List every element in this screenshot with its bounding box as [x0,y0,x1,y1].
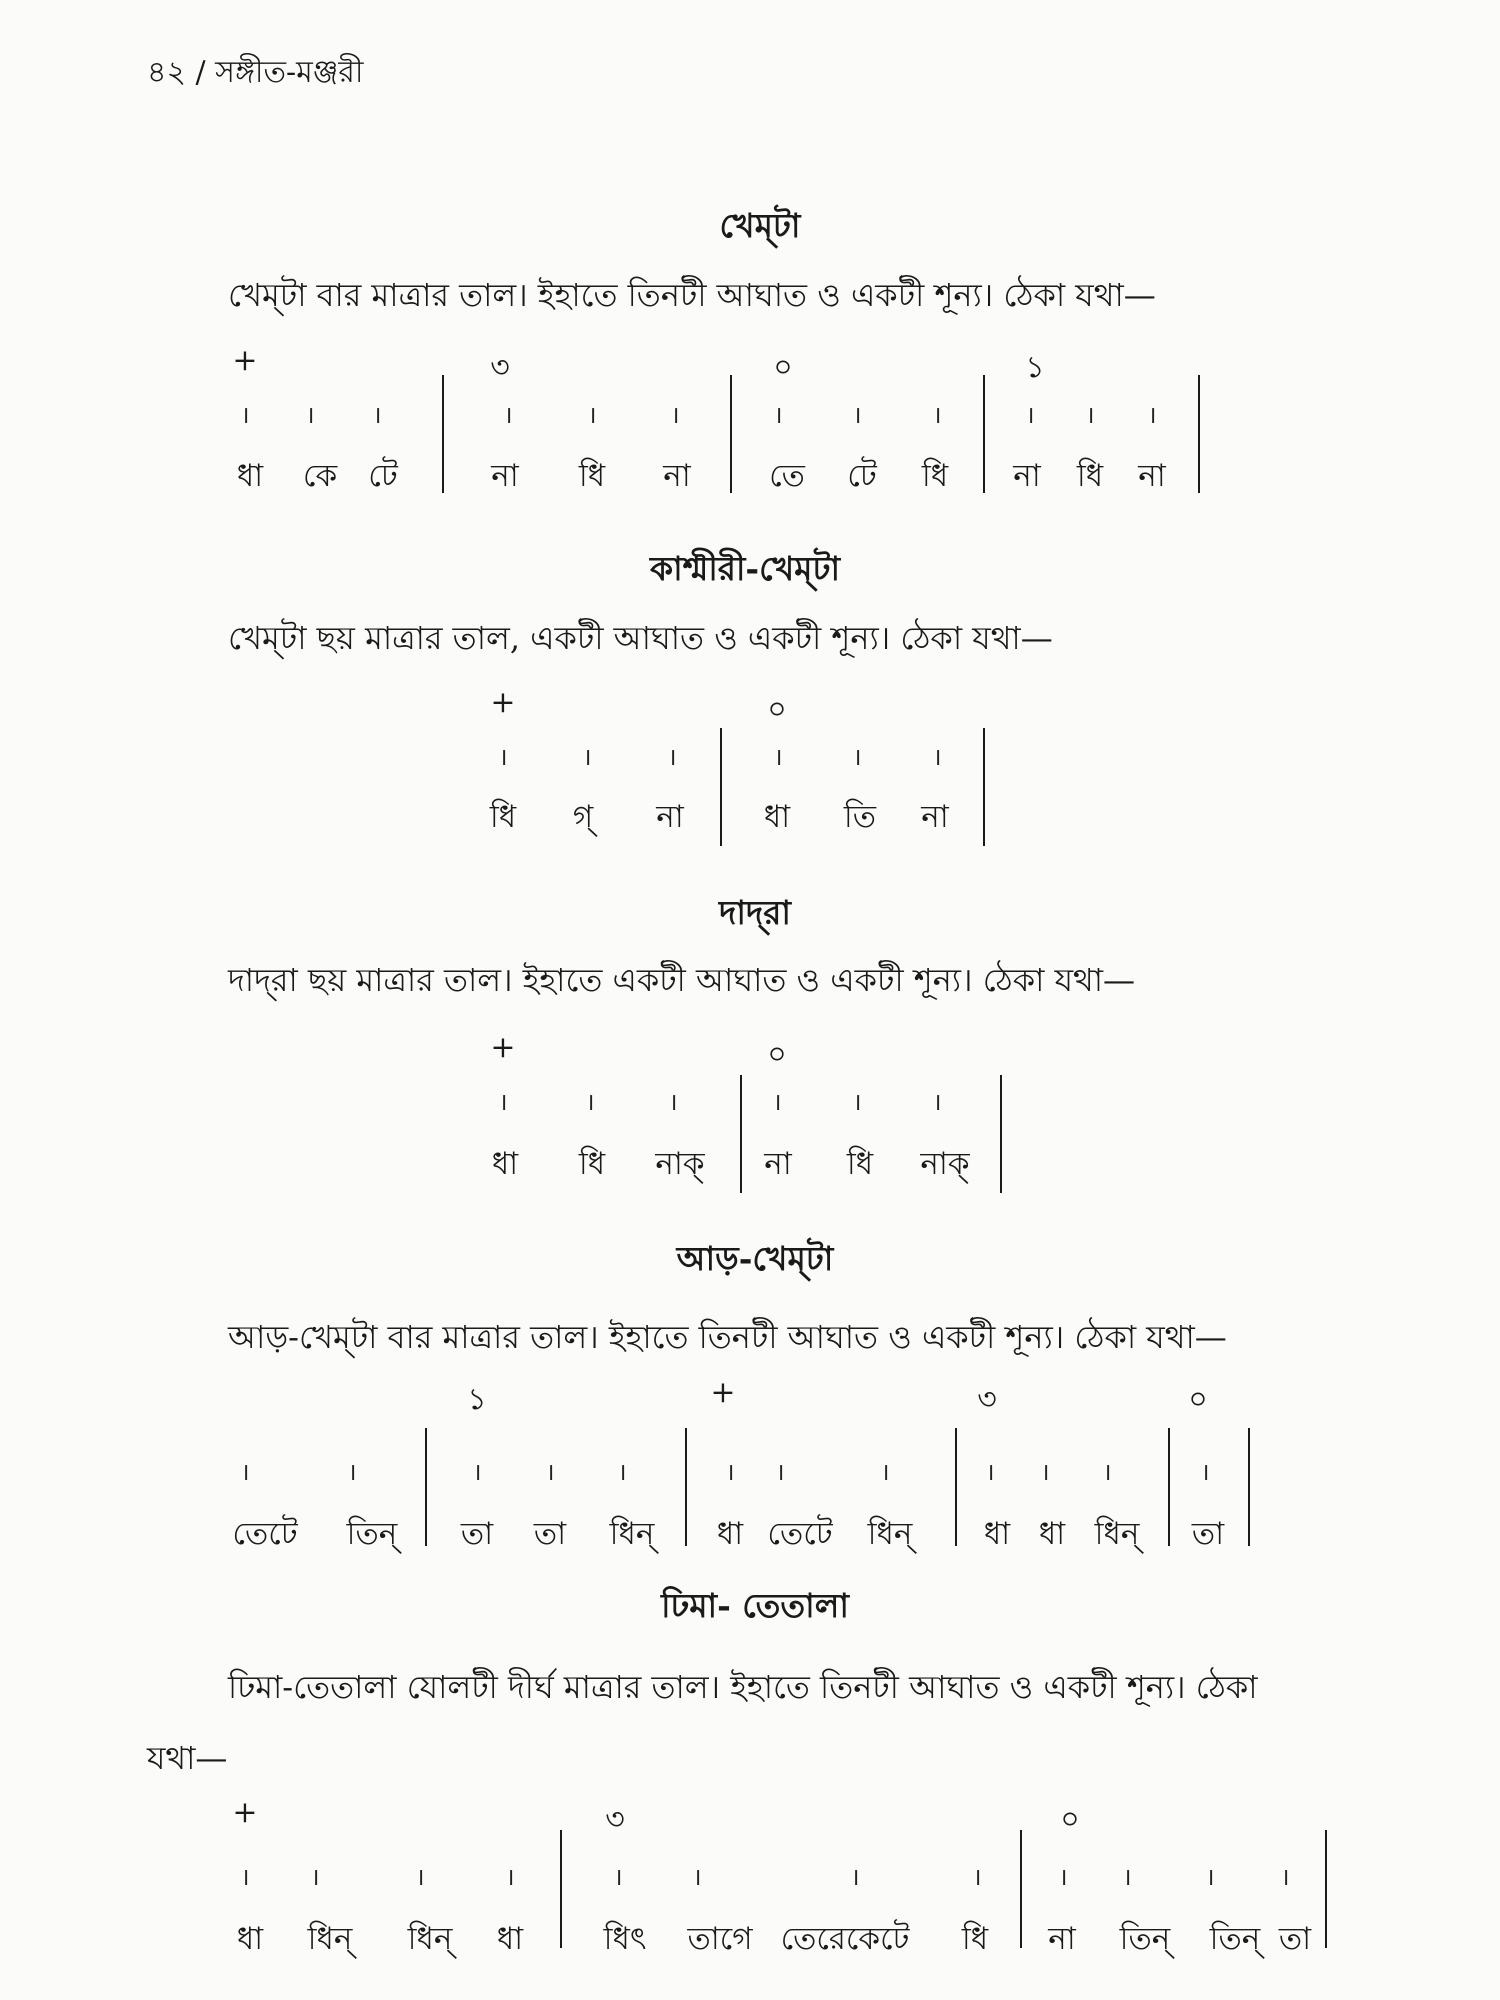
vibhag-divider [1198,375,1200,493]
matra-stroke: । [240,401,250,429]
bol-syllable: তা [1191,1516,1225,1552]
matra-stroke: । [1200,1458,1210,1486]
matra-stroke: । [1058,1863,1068,1891]
matra-stroke: । [1085,401,1095,429]
matra-stroke: । [972,1863,982,1891]
bol-syllable: ধি [578,1146,606,1182]
section-description-continued: যথা— [147,1739,228,1777]
bol-syllable: ধা [983,1516,1011,1552]
matra-stroke: । [1205,1863,1215,1891]
vibhag-divider [720,728,722,846]
bol-syllable: কে [302,458,338,494]
matra-stroke: । [505,1863,515,1891]
matra-stroke: । [310,1863,320,1891]
section-description: আড়-খেম্‌টা বার মাত্রার তাল। ইহাতে তিনটী আঘাত ও একটী শূন্য। ঠেকা যথা— [228,1318,1227,1356]
bol-syllable: ধিন্‌ [609,1516,655,1552]
vibhag-divider [1020,1830,1022,1948]
section-heading: কাশ্মীরী-খেম্‌টা [649,549,841,588]
bol-syllable: ধিন্‌ [307,1921,353,1957]
bol-syllable: ধি [961,1921,989,1957]
vibhag-divider [442,375,444,493]
bol-syllable: ধিন্‌ [407,1921,453,1957]
section-description: ঢিমা-তেতালা যোলটী দীর্ঘ মাত্রার তাল। ইহাতে তিনটী আঘাত ও একটী শূন্য। ঠেকা [228,1668,1258,1706]
matra-stroke: । [415,1863,425,1891]
bol-syllable: তাগে [687,1921,753,1957]
matra-stroke: । [670,401,680,429]
matra-stroke: । [985,1458,995,1486]
matra-stroke: । [932,401,942,429]
matra-stroke: । [773,401,783,429]
tala-marker: + [490,685,516,720]
matra-stroke: । [498,1088,508,1116]
matra-stroke: । [1025,401,1035,429]
bol-syllable: না [1013,458,1041,494]
tala-marker: ০ [767,692,787,727]
bol-syllable: ধা [763,799,791,835]
bol-syllable: ধা [716,1516,744,1552]
bol-syllable: নাক্‌ [920,1146,970,1182]
matra-stroke: । [1280,1863,1290,1891]
matra-stroke: । [852,1088,862,1116]
bol-syllable: তা [460,1516,494,1552]
vibhag-divider [1168,1428,1170,1546]
vibhag-divider [955,1428,957,1546]
bol-syllable: ধি [921,458,949,494]
bol-syllable: তিন্‌ [346,1516,398,1552]
vibhag-divider [983,375,985,493]
vibhag-divider [1000,1075,1002,1193]
vibhag-divider [685,1428,687,1546]
matra-stroke: । [240,1458,250,1486]
vibhag-divider [425,1428,427,1546]
bol-syllable: তে [769,458,805,494]
bol-syllable: তিন্‌ [1209,1921,1261,1957]
bol-syllable: ধা [491,1146,519,1182]
matra-stroke: । [880,1458,890,1486]
section-heading: খেম্‌টা [719,206,801,245]
section-description: খেম্‌টা বার মাত্রার তাল। ইহাতে তিনটী আঘাত ও একটী শূন্য। ঠেকা যথা— [228,276,1156,314]
bol-syllable: না [656,799,684,835]
bol-syllable: টে [368,458,398,494]
tala-marker: + [490,1030,516,1065]
bol-syllable: না [921,799,949,835]
matra-stroke: । [1147,401,1157,429]
matra-stroke: । [585,1088,595,1116]
matra-stroke: । [472,1458,482,1486]
tala-marker: ১ [1025,350,1045,385]
bol-syllable: তেরেকেটে [780,1921,910,1957]
vibhag-divider [740,1075,742,1193]
matra-stroke: । [852,743,862,771]
matra-stroke: । [545,1458,555,1486]
matra-stroke: । [587,401,597,429]
matra-stroke: । [775,1458,785,1486]
bol-syllable: ধি [578,458,606,494]
bol-syllable: তা [533,1516,567,1552]
tala-marker: + [710,1375,736,1410]
bol-syllable: ধিন্‌ [867,1516,913,1552]
tala-marker: ১ [467,1382,487,1417]
matra-stroke: । [667,743,677,771]
page-header: ৪২ / সঙ্গীত-মঞ্জরী [147,55,364,90]
bol-syllable: তিন্‌ [1119,1921,1171,1957]
matra-stroke: । [347,1458,357,1486]
bol-syllable: না [764,1146,792,1182]
matra-stroke: । [1122,1863,1132,1891]
bol-syllable: না [1138,458,1166,494]
matra-stroke: । [582,743,592,771]
bol-syllable: টে [847,458,877,494]
matra-stroke: । [932,1088,942,1116]
matra-stroke: । [617,1458,627,1486]
tala-marker: ৩ [977,1382,997,1417]
bol-syllable: ধা [236,1921,264,1957]
bol-syllable: তি [843,799,877,835]
bol-syllable: ধিৎ [603,1921,647,1957]
bol-syllable: তা [1278,1921,1312,1957]
vibhag-divider [730,375,732,493]
matra-stroke: । [372,401,382,429]
section-description: দাদ্‌রা ছয় মাত্রার তাল। ইহাতে একটী আঘাত ও একটী শূন্য। ঠেকা যথা— [228,961,1136,999]
tala-marker: ০ [1060,1802,1080,1837]
matra-stroke: । [772,1088,782,1116]
matra-stroke: । [668,1088,678,1116]
vibhag-divider [560,1830,562,1948]
bol-syllable: ধি [846,1146,874,1182]
bol-syllable: না [1048,1921,1076,1957]
vibhag-divider [1325,1830,1327,1948]
section-description: খেম্‌টা ছয় মাত্রার তাল, একটী আঘাত ও একটী শূন্য। ঠেকা যথা— [228,619,1053,657]
matra-stroke: । [773,743,783,771]
matra-stroke: । [850,1863,860,1891]
bol-syllable: ধা [1038,1516,1066,1552]
bol-syllable: তেটে [767,1516,833,1552]
bol-syllable: গ্ [572,799,594,835]
bol-syllable: ধিন্‌ [1094,1516,1140,1552]
section-heading: ঢিমা- তেতালা [661,1586,849,1625]
tala-marker: + [232,343,258,378]
bol-syllable: তেটে [232,1516,298,1552]
vibhag-divider [983,728,985,846]
matra-stroke: । [240,1863,250,1891]
tala-marker: ৩ [490,350,510,385]
matra-stroke: । [305,401,315,429]
vibhag-divider [1248,1428,1250,1546]
matra-stroke: । [692,1863,702,1891]
tala-marker: ০ [1188,1382,1208,1417]
bol-syllable: নাক্‌ [655,1146,705,1182]
tala-marker: ০ [773,350,793,385]
tala-marker: + [232,1795,258,1830]
matra-stroke: । [1040,1458,1050,1486]
tala-marker: ৩ [605,1802,625,1837]
section-heading: দাদ্‌রা [719,893,791,932]
matra-stroke: । [852,401,862,429]
tala-marker: ০ [767,1037,787,1072]
matra-stroke: । [932,743,942,771]
matra-stroke: । [1102,1458,1112,1486]
matra-stroke: । [503,401,513,429]
matra-stroke: । [498,743,508,771]
bol-syllable: ধা [236,458,264,494]
bol-syllable: না [491,458,519,494]
bol-syllable: ধি [1076,458,1104,494]
section-heading: আড়-খেম্‌টা [676,1239,834,1278]
matra-stroke: । [725,1458,735,1486]
bol-syllable: না [663,458,691,494]
bol-syllable: ধা [496,1921,524,1957]
bol-syllable: ধি [489,799,517,835]
matra-stroke: । [613,1863,623,1891]
